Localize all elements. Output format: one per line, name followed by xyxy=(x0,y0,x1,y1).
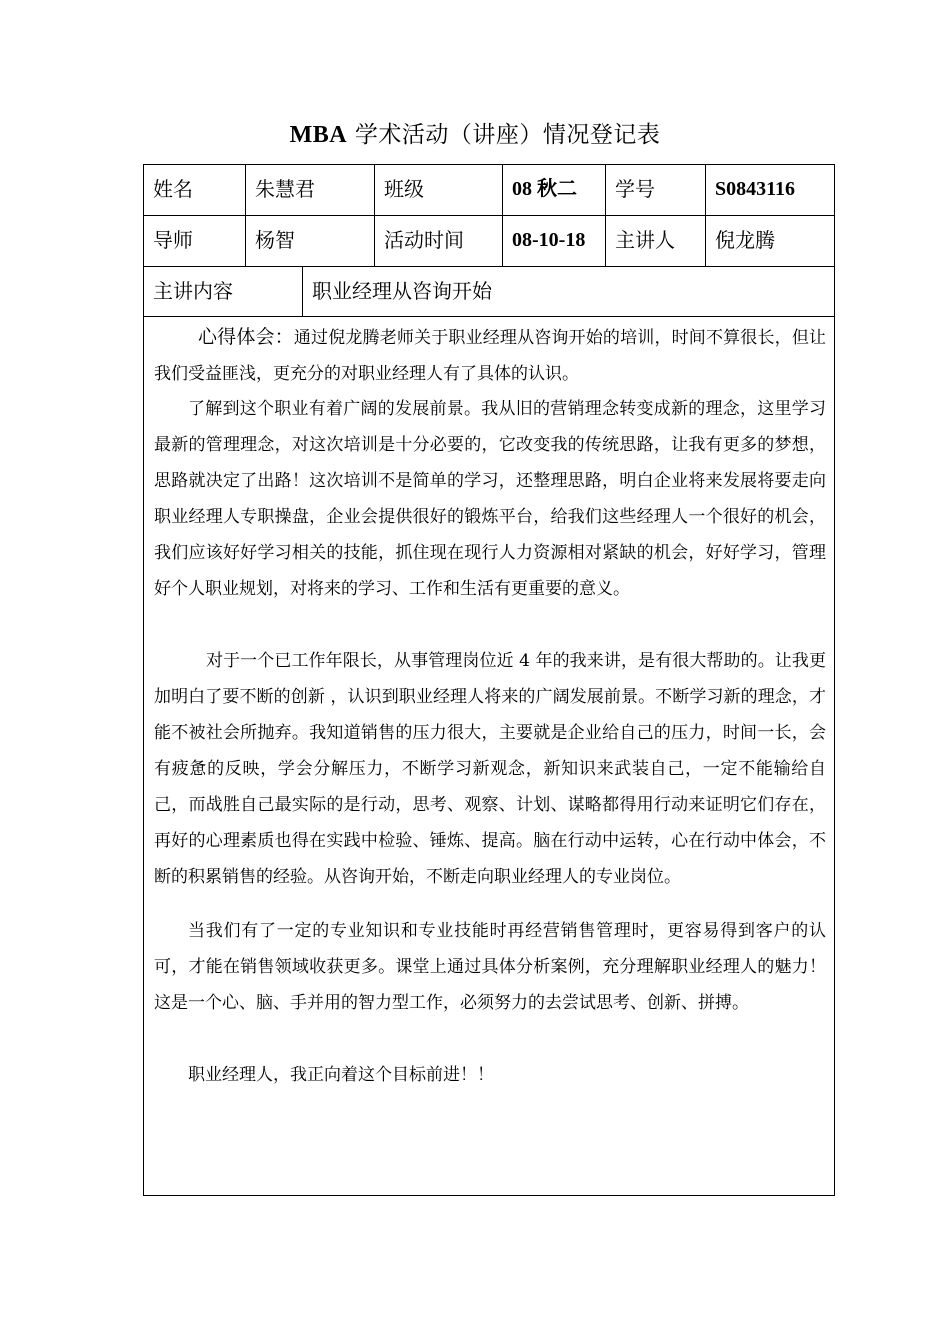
activity-time-label: 活动时间 xyxy=(375,216,503,266)
student-id-value: S0843116 xyxy=(715,178,796,200)
class-label: 班级 xyxy=(375,165,503,215)
registration-form xyxy=(143,164,835,1196)
row-lecture-content xyxy=(144,267,834,317)
reflection-section xyxy=(144,317,834,1195)
lecture-content-value: 职业经理从咨询开始 xyxy=(312,279,492,303)
activity-time-value: 08-10-18 xyxy=(503,216,606,266)
title-main: 学术活动（讲座）情况登记表 xyxy=(347,122,661,148)
reflection-paragraph-1 xyxy=(154,319,826,392)
title-prefix: MBA xyxy=(289,122,348,148)
mentor-label: 导师 xyxy=(144,216,246,266)
row-activity-info xyxy=(144,216,834,267)
mentor-value: 杨智 xyxy=(246,216,375,266)
speaker-label: 主讲人 xyxy=(606,216,706,266)
lecture-content-label: 主讲内容 xyxy=(144,267,303,316)
reflection-paragraph-1-text: 通过倪龙腾老师关于职业经理从咨询开始的培训，时间不算很长，但让我们受益匪浅，更充分的对职业经理人有了具体的认识。 xyxy=(154,328,826,384)
reflection-paragraph-5: 职业经理人，我正向着这个目标前进！！ xyxy=(188,1065,494,1085)
student-id-label: 学号 xyxy=(606,165,706,215)
name-value: 朱慧君 xyxy=(246,165,375,215)
row-student-info xyxy=(144,165,834,216)
reflection-heading: 心得体会： xyxy=(198,326,294,348)
name-label: 姓名 xyxy=(144,165,246,215)
class-value: 08 秋二 xyxy=(503,165,606,215)
reflection-paragraph-4: 当我们有了一定的专业知识和专业技能时再经营销售管理时，更容易得到客户的认可，才能在销售领域收获更多。课堂上通过具体分析案例，充分理解职业经理人的魅力！这是一个心、脑、手并用的智力型工作，必须努力的去尝试思考、创新、拼搏。 xyxy=(154,921,826,1013)
reflection-paragraph-3: 对于一个已工作年限长，从事管理岗位近 4 年的我来讲，是有很大帮助的。让我更加明白了要不断的创新 ，认识到职业经理人将来的广阔发展前景。不断学习新的理念，才能不被社会所抛弃。我知道销售的压力很大，主要就是企业给自己的压力，时间一长，会有疲惫的反映，学会分解压力，不断学习新观念，新知识来武装自己，一定不能输给自己，而战胜自己最实际的是行动，思考、观察、计划、谋略都得用行动来证明它们存在，再好的心理素质也得在实践中检验、锤炼、提高。脑在行动中运转，心在行动中体会，不断的积累销售的经验。从咨询开始，不断走向职业经理人的专业岗位。 xyxy=(154,651,826,887)
speaker-value: 倪龙腾 xyxy=(715,228,775,252)
reflection-paragraph-2: 了解到这个职业有着广阔的发展前景。我从旧的营销理念转变成新的理念，这里学习最新的管理理念，对这次培训是十分必要的，它改变我的传统思路，让我有更多的梦想，思路就决定了出路！这次培训不是简单的学习，还整理思路，明白企业将来发展将要走向职业经理人专职操盘，企业会提供很好的锻炼平台，给我们这些经理人一个很好的机会，我们应该好好学习相关的技能，抓住现在现行人力资源相对紧缺的机会，好好学习，管理好个人职业规划，对将来的学习、工作和生活有更重要的意义。 xyxy=(154,399,826,599)
form-title xyxy=(0,116,950,149)
